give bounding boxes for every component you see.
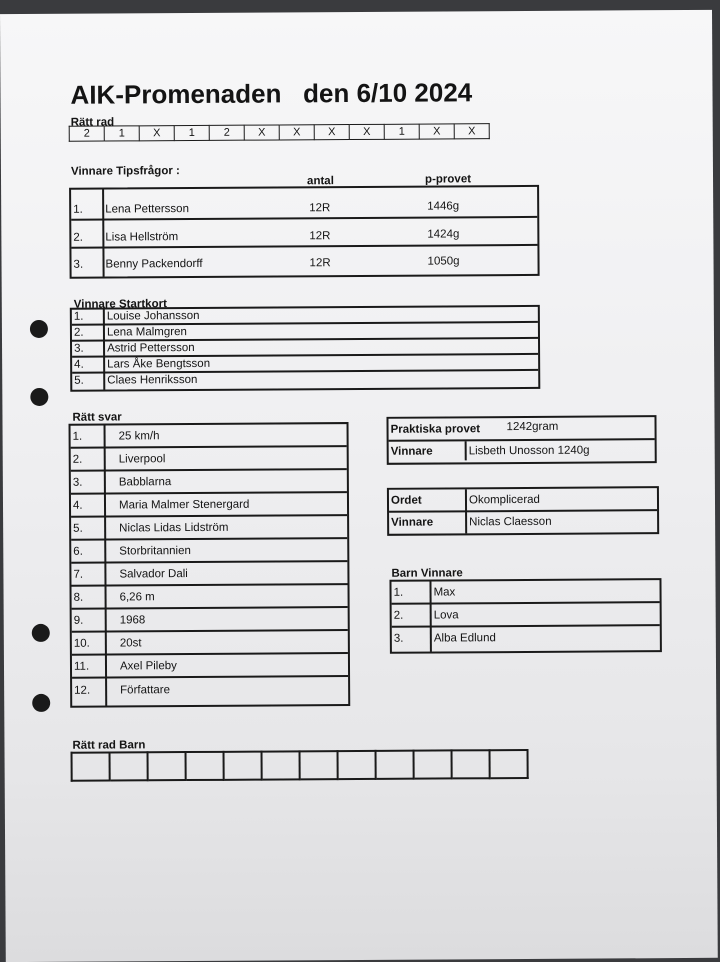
table-row (72, 631, 348, 656)
winner-antal: 12R (309, 201, 331, 214)
table-row (71, 244, 537, 273)
table-row (72, 608, 348, 633)
answer-text: Författare (120, 683, 171, 696)
row-number: 1. (72, 430, 83, 443)
row-number: 1. (73, 203, 83, 216)
row-number: 3. (72, 476, 83, 489)
ratt-rad-table (69, 123, 490, 142)
winner-name: Louise Johansson (106, 309, 200, 323)
ratt-rad-cell: X (454, 124, 489, 139)
winner-name: Benny Packendorff (105, 257, 203, 271)
row-number: 3. (73, 258, 84, 271)
ratt-rad-cell: 2 (209, 125, 244, 140)
row-number: 5. (74, 374, 84, 387)
tips-table (69, 185, 540, 279)
row-number: 6. (73, 545, 83, 558)
ordet-winner: Niclas Claesson (469, 515, 552, 528)
answer-text: Salvador Dali (119, 567, 188, 580)
answer-text: Maria Malmer Stenergard (118, 498, 250, 511)
row-number: 10. (73, 637, 90, 650)
row-number: 12. (74, 684, 91, 697)
ratt-rad-cell: X (314, 125, 349, 140)
row-number: 4. (74, 358, 84, 371)
row-number: 2. (73, 326, 84, 339)
startkort-label: Vinnare Startkort (73, 298, 167, 311)
ratt-rad-barn-table (71, 749, 529, 782)
empty-cell (186, 752, 224, 780)
empty-cell (300, 751, 338, 779)
ordet-winner-label: Vinnare (391, 516, 434, 529)
answer-text: Storbritannien (119, 544, 191, 557)
row-number: 3. (74, 342, 84, 355)
title-text: AIK-Promenaden (70, 78, 282, 110)
ratt-rad-cell: X (279, 125, 314, 140)
ratt-rad-cell: X (139, 126, 174, 141)
answer-text: 20st (119, 636, 142, 649)
row-number: 8. (73, 591, 84, 604)
row-number: 9. (73, 614, 84, 627)
row-number: 2. (72, 453, 83, 466)
ratt-rad-cell: 1 (104, 126, 139, 141)
winner-antal: 12R (309, 257, 331, 270)
empty-cell (414, 750, 452, 778)
table-row (71, 539, 347, 564)
svar-table (69, 422, 351, 708)
svar-label: Rätt svar (72, 411, 122, 424)
empty-cell (110, 752, 148, 780)
paper-sheet (0, 10, 718, 962)
table-row (71, 447, 347, 472)
empty-cell (148, 752, 186, 780)
winner-name: Lena Pettersson (105, 202, 189, 216)
answer-text: 25 km/h (118, 429, 160, 442)
answer-text: Babblarna (118, 475, 172, 488)
winner-name: Max (433, 585, 456, 599)
table-row (71, 562, 347, 587)
table-row (71, 424, 347, 449)
empty-cell (452, 750, 490, 778)
ratt-rad-barn-label: Rätt rad Barn (72, 739, 146, 752)
praktiska-value: 1242gram (506, 420, 559, 433)
ratt-rad-cell: X (244, 125, 279, 140)
table-row (72, 371, 538, 388)
page-title (70, 77, 472, 110)
winner-name: Lars Åke Bengtsson (107, 357, 211, 371)
table-row (389, 440, 655, 461)
barn-label: Barn Vinnare (391, 567, 463, 580)
empty-cell (376, 751, 414, 779)
row-number: 7. (73, 568, 84, 581)
winner-name: Alba Edlund (433, 632, 496, 645)
winner-antal: 12R (309, 230, 331, 243)
tips-col-provet: p-provet (424, 173, 472, 186)
praktiska-table (386, 415, 656, 465)
winner-name: Lisa Hellström (105, 231, 179, 244)
table-row (71, 493, 347, 518)
ratt-rad-cell: X (349, 124, 384, 139)
empty-cell (72, 753, 110, 781)
punch-hole-icon (32, 624, 50, 642)
answer-text: Axel Pileby (119, 659, 177, 672)
winner-provet: 1050g (427, 255, 460, 268)
punch-hole-icon (30, 388, 48, 406)
row-number: 2. (393, 609, 404, 622)
table-row (72, 585, 348, 610)
table-row (392, 603, 660, 628)
row-number: 5. (73, 522, 83, 535)
barn-table (389, 578, 661, 654)
table-row (71, 470, 347, 495)
startkort-table (70, 305, 541, 392)
table-row (389, 488, 657, 513)
tips-label: Vinnare Tipsfrågor : (70, 165, 180, 178)
table-row (389, 511, 657, 532)
praktiska-winner: Lisbeth Unosson 1240g (468, 444, 590, 457)
empty-cell (490, 750, 528, 778)
answer-text: Liverpool (118, 452, 166, 465)
punch-hole-icon (32, 694, 50, 712)
winner-name: Lena Malmgren (106, 326, 187, 339)
winner-provet: 1424g (427, 228, 460, 241)
winner-name: Claes Henriksson (107, 373, 198, 387)
winner-provet: 1446g (427, 199, 460, 213)
answer-text: 1968 (119, 613, 146, 626)
table-row (72, 677, 348, 702)
title-date: den 6/10 2024 (302, 77, 473, 109)
answer-text: Niclas Lidas Lidström (119, 521, 229, 534)
tips-col-antal: antal (306, 175, 334, 188)
row-number: 1. (393, 586, 404, 599)
ratt-rad-cell: 2 (69, 126, 104, 141)
ordet-value: Okomplicerad (468, 493, 540, 506)
ratt-rad-cell: 1 (384, 124, 419, 139)
punch-hole-icon (30, 320, 48, 338)
row-number: 3. (393, 632, 404, 645)
ordet-label: Ordet (390, 494, 422, 507)
table-row (72, 654, 348, 679)
table-row (392, 626, 660, 650)
ratt-rad-label: Rätt rad (70, 116, 115, 129)
ordet-table (387, 486, 659, 536)
winner-name: Astrid Pettersson (107, 341, 195, 355)
table-row (391, 580, 659, 605)
empty-cell (262, 751, 300, 779)
row-number: 2. (73, 231, 84, 244)
row-number: 11. (73, 660, 90, 673)
row-number: 1. (73, 310, 84, 323)
row-number: 4. (72, 499, 83, 512)
praktiska-label: Praktiska provet (390, 422, 481, 436)
table-row (71, 516, 347, 541)
empty-cell (338, 751, 376, 779)
answer-text: 6,26 m (119, 590, 155, 603)
ratt-rad-cell: X (419, 124, 454, 139)
table-row (388, 417, 654, 442)
empty-cell (224, 752, 262, 780)
winner-name: Lova (433, 608, 459, 622)
ratt-rad-cell: 1 (174, 125, 209, 140)
praktiska-winner-label: Vinnare (390, 445, 433, 458)
